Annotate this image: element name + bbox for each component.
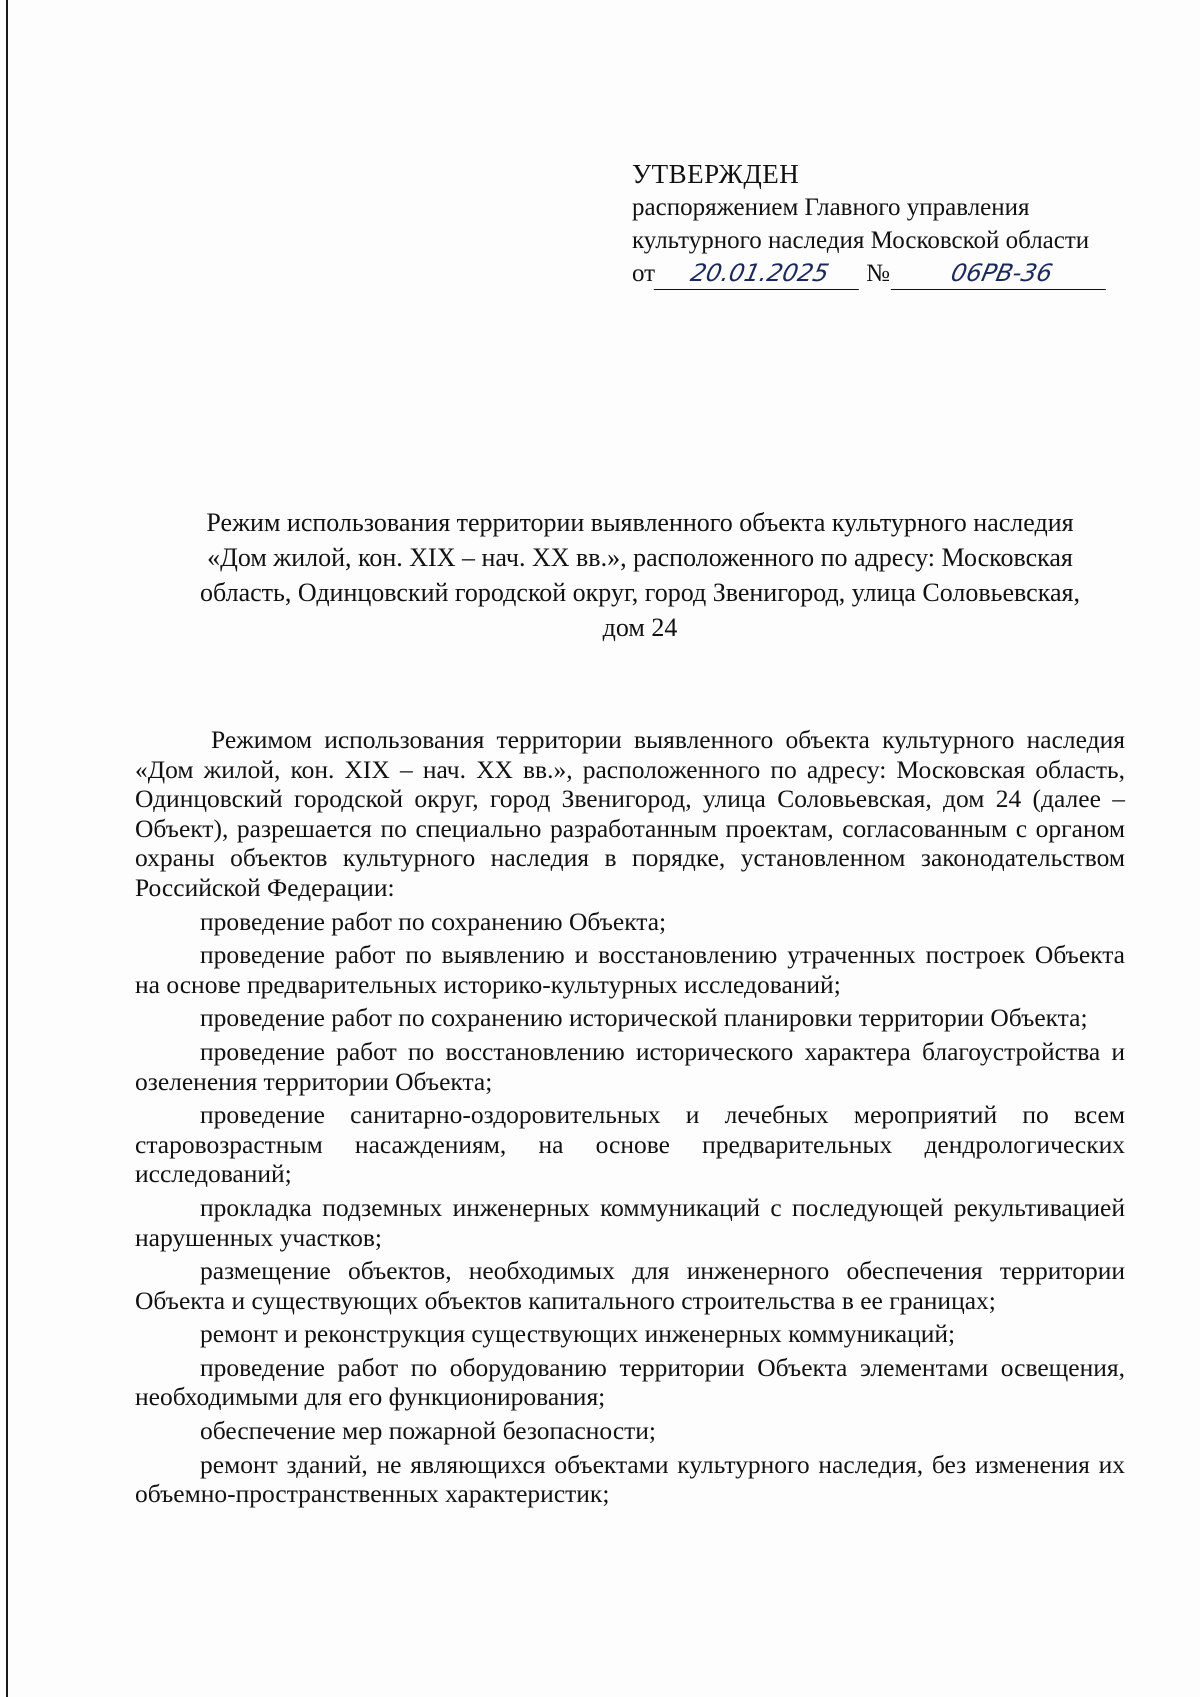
approval-line-2: культурного наследия Московской области — [632, 227, 1090, 254]
list-item: ремонт зданий, не являющихся объектами культурного наследия, без изменения их объемно-пространственных характеристик; — [135, 1449, 1125, 1509]
document-body — [135, 725, 1125, 1513]
scan-edge-line — [6, 0, 8, 1697]
title-line-2: «Дом жилой, кон. XIX – нач. XX вв.», расположенного по адресу: Московская — [207, 543, 1073, 572]
approval-date-line — [632, 257, 1152, 290]
list-item: проведение работ по выявлению и восстановлению утраченных построек Объекта на основе предварительных историко-культурных исследований; — [135, 940, 1125, 999]
list-item: ремонт и реконструкция существующих инженерных коммуникаций; — [200, 1319, 956, 1349]
title-line-4: дом 24 — [602, 613, 678, 642]
title-line-3: область, Одинцовский городской округ, город Звенигород, улица Соловьевская, — [200, 578, 1080, 607]
list-item: проведение работ по сохранению Объекта; — [200, 906, 667, 936]
handwritten-number: 06РВ-36 — [891, 259, 1113, 290]
list-item: проведение работ по оборудованию территории Объекта элементами освещения, необходимыми для его функционирования; — [135, 1352, 1125, 1412]
list-item: проведение работ по восстановлению исторического характера благоустройства и озеленения территории Объекта; — [135, 1036, 1125, 1096]
from-label: от — [632, 260, 656, 287]
list-item: проведение санитарно-оздоровительных и лечебных мероприятий по всем старовозрастным насаждениям, на основе предварительных дендрологических исследований; — [135, 1100, 1125, 1189]
list-item: размещение объектов, необходимых для инженерного обеспечения территории Объекта и существующих объектов капитального строительства в ее границах; — [135, 1256, 1125, 1315]
approval-heading: УТВЕРЖДЕН — [632, 159, 800, 189]
intro-paragraph: Режимом использования территории выявленного объекта культурного наследия «Дом жилой, кон. XIX – нач. XX вв.», расположенного по адресу: Московская область, Одинцовский городской округ, город Звенигород, улица Соловьевская, дом 24 (далее – Объект), разрешается по специально разработанным проектам, согласованным с органом охраны объектов культурного наследия в порядке, установленном законодательством Российской Федерации: — [135, 725, 1125, 902]
number-label: № — [866, 260, 890, 287]
list-item: обеспечение мер пожарной безопасности; — [200, 1416, 657, 1446]
document-title — [160, 505, 1120, 645]
title-line-1: Режим использования территории выявленного объекта культурного наследия — [206, 508, 1074, 537]
list-item: проведение работ по сохранению исторической планировки территории Объекта; — [200, 1003, 1088, 1033]
handwritten-date: 20.01.2025 — [654, 259, 866, 290]
list-item: прокладка подземных инженерных коммуникаций с последующей рекультивацией нарушенных участков; — [135, 1192, 1125, 1252]
approval-line-1: распоряжением Главного управления — [632, 194, 1030, 221]
approval-block — [632, 158, 1152, 290]
